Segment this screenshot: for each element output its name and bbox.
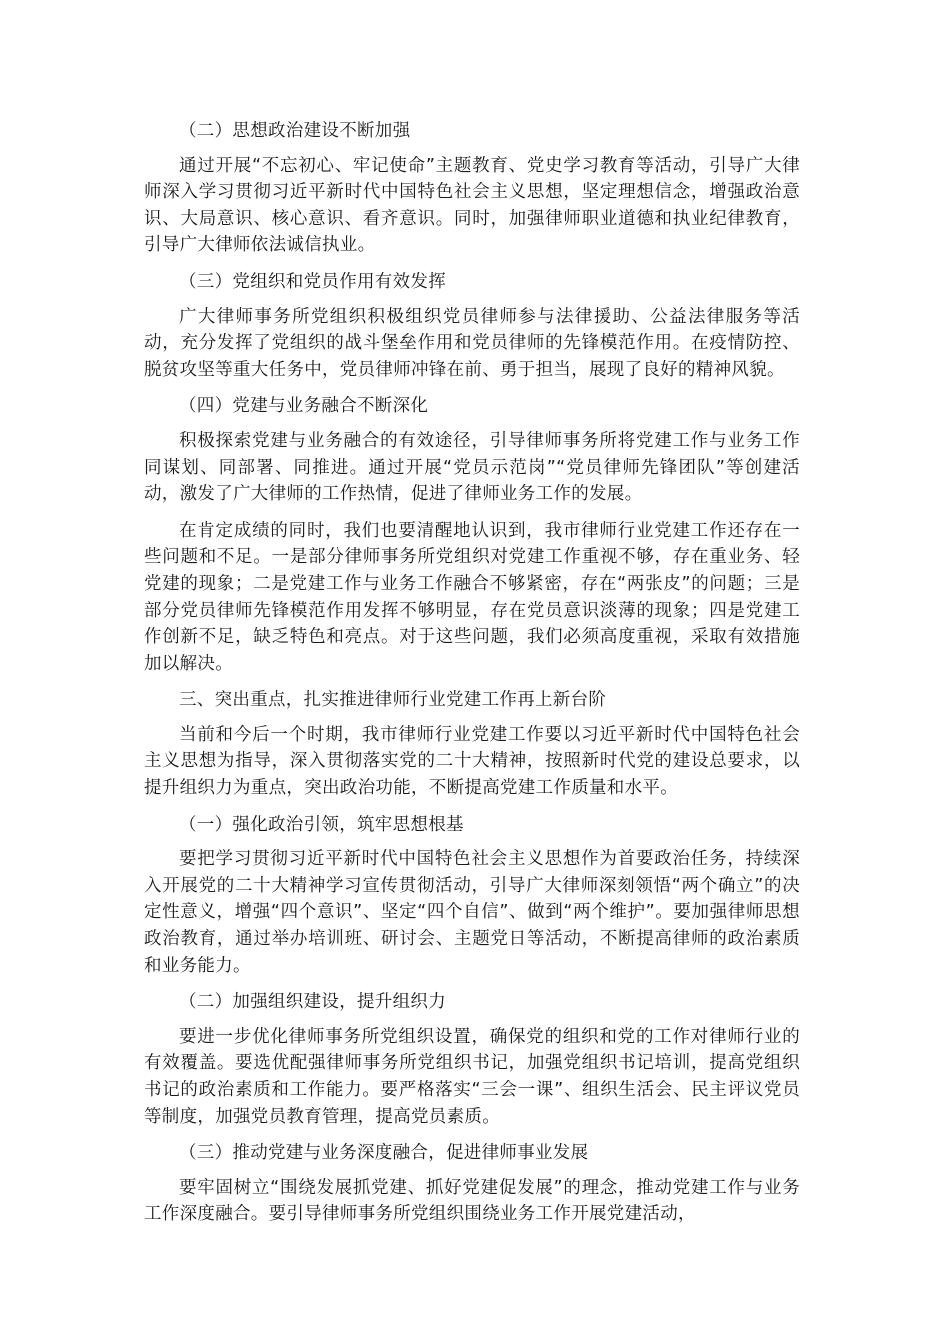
body-paragraph: 当前和今后一个时期，我市律师行业党建工作要以习近平新时代中国特色社会主义思想为指导，深入贯彻落实党的二十大精神，按照新时代党的建设总要求，以提升组织力为重点，突出政治功能，不断提高党建工作质量和水平。 [144,724,800,799]
body-paragraph: 要牢固树立“围绕发展抓党建、抓好党建促发展”的理念，推动党建工作与业务工作深度融合。要引导律师事务所党组织围绕业务工作开展党建活动， [144,1177,800,1225]
body-paragraph: 在肯定成绩的同时，我们也要清醒地认识到，我市律师行业党建工作还存在一些问题和不足。一是部分律师事务所党组织对党建工作重视不够，存在重业务、轻党建的现象；二是党建工作与业务工作融合不够紧密，存在“两张皮”的问题；三是部分党员律师先锋模范作用发挥不够明显，存在党员意识淡薄的现象；四是党建工作创新不足，缺乏特色和亮点。对于这些问题，我们必须高度重视，采取有效措施加以解决。 [144,520,800,674]
section-heading: （二）思想政治建设不断加强 [179,121,411,141]
body-paragraph: 要把学习贯彻习近平新时代中国特色社会主义思想作为首要政治任务，持续深入开展党的二十大精神学习宣传贯彻活动，引导广大律师深刻领悟“两个确立”的决定性意义，增强“四个意识”、坚定“四个自信”、做到“两个维护”。要加强律师思想政治教育，通过举办培训班、研讨会、主题党日等活动，不断提高律师的政治素质和业务能力。 [144,849,800,976]
section-heading: （二）加强组织建设，提升组织力 [179,992,446,1013]
section-heading: （一）强化政治引领，筑牢思想根基 [179,814,464,835]
body-paragraph: 要进一步优化律师事务所党组织设置，确保党的组织和党的工作对律师行业的有效覆盖。要选优配强律师事务所党组织书记，加强党组织书记培训，提高党组织书记的政治素质和工作能力。要严格落实“三会一课”、组织生活会、民主评议党员等制度，加强党员教育管理，提高党员素质。 [144,1026,800,1127]
document-page [144,118,800,1228]
chapter-heading: 三、突出重点，扎实推进律师行业党建工作再上新台阶 [179,690,607,711]
section-heading: （三）党组织和党员作用有效发挥 [179,271,446,292]
body-paragraph: 积极探索党建与业务融合的有效途径，引导律师事务所将党建工作与业务工作同谋划、同部署、同推进。通过开展“党员示范岗”“党员律师先锋团队”等创建活动，激发了广大律师的工作热情，促进了律师业务工作的发展。 [144,430,800,505]
body-paragraph: 通过开展“不忘初心、牢记使命”主题教育、党史学习教育等活动，引导广大律师深入学习贯彻习近平新时代中国特色社会主义思想，坚定理想信念，增强政治意识、大局意识、核心意识、看齐意识。同时，加强律师职业道德和执业纪律教育，引导广大律师依法诚信执业。 [144,155,800,256]
section-heading: （四）党建与业务融合不断深化 [179,396,429,417]
section-heading: （三）推动党建与业务深度融合，促进律师事业发展 [179,1143,589,1164]
body-paragraph: 广大律师事务所党组织积极组织党员律师参与法律援助、公益法律服务等活动，充分发挥了党组织的战斗堡垒作用和党员律师的先锋模范作用。在疫情防控、脱贫攻坚等重大任务中，党员律师冲锋在前、勇于担当，展现了良好的精神风貌。 [144,306,800,380]
